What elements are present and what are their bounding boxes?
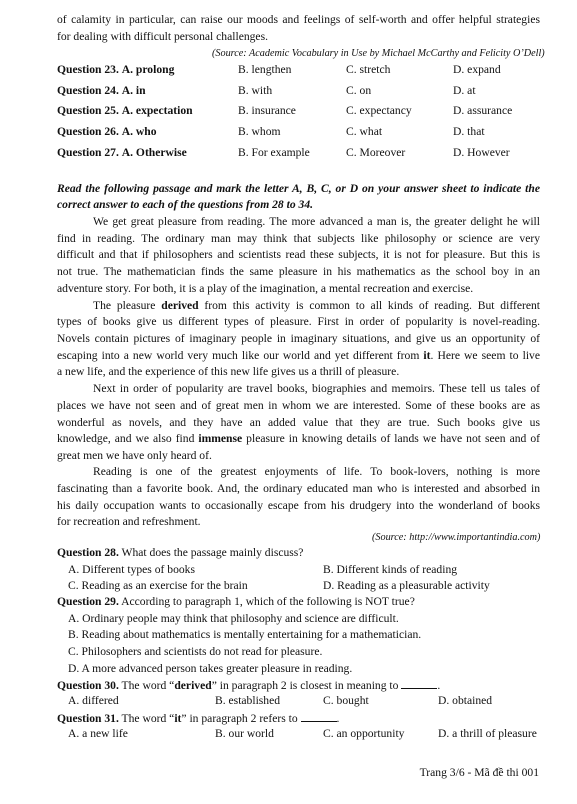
option-b: B. lengthen [238, 63, 292, 76]
p3-line-2: places we have not seen and of great men in whom we are interested. Some of these books are as [57, 399, 540, 412]
q29-option-c: C. Philosophers and scientists do not read for pleasure. [68, 645, 323, 658]
p2-line-5: a new life, and the experience of this new life gives us a thrill of pleasure. [57, 365, 400, 378]
question-31-stem: Question 31. The word “it” in paragraph 2 refers to . [57, 712, 340, 725]
q28-option-d: D. Reading as a pleasurable activity [323, 579, 490, 592]
question-row-24 [57, 84, 547, 102]
q31-option-a: A. a new life [68, 727, 128, 740]
source-citation-2: (Source: http://www.importantindia.com) [372, 532, 541, 543]
q30-option-d: D. obtained [438, 694, 493, 707]
question-label: Question 27. A. Otherwise [57, 146, 187, 159]
option-b: B. whom [238, 125, 281, 138]
page-footer: Trang 3/6 - Mã đề thi 001 [419, 766, 539, 779]
p2-line-1: The pleasure derived from this activity is common to all kinds of reading. But different [93, 299, 540, 312]
p2-line-3: Novels contain pictures of imaginary people in imaginary situations, and give us an opportunity of [57, 332, 540, 345]
p3-line-4: knowledge, and we also find immense pleasure in knowing details of lands we have not seen and of [57, 432, 540, 445]
q30-option-b: B. established [215, 694, 281, 707]
source-citation-1: (Source: Academic Vocabulary in Use by Michael McCarthy and Felicity O’Dell) [212, 48, 545, 59]
p1-line-3: difficult and that if philosophers and scientists read these subjects, it is not for pleasure. But this is [57, 248, 540, 261]
p4-line-2: fascinating than a favorite book. And, the ordinary educated man who is interested and absorbed in [57, 482, 540, 495]
option-c: C. Moreover [346, 146, 406, 159]
p1-line-2: find in reading. The ordinary man may think that subjects like philosophy or science are very [57, 232, 540, 245]
question-label: Question 23. A. prolong [57, 63, 175, 76]
p1-line-4: not true. The mathematician finds the same pleasure in his mathematics as the school boy in an [57, 265, 540, 278]
intro-line-1: of calamity in particular, can raise our moods and feelings of self-worth and offer helpful strategies [57, 13, 540, 26]
question-29-stem: Question 29. According to paragraph 1, which of the following is NOT true? [57, 595, 415, 608]
q29-option-d: D. A more advanced person takes greater pleasure in reading. [68, 662, 353, 675]
highlight-immense: immense [198, 432, 243, 445]
option-d: D. However [453, 146, 510, 159]
question-row-25 [57, 104, 547, 122]
option-b: B. insurance [238, 104, 296, 117]
question-30-stem: Question 30. The word “derived” in paragraph 2 is closest in meaning to . [57, 679, 441, 692]
answer-blank [301, 711, 337, 722]
intro-line-2: for dealing with difficult personal challenges. [57, 30, 268, 43]
p1-line-1: We get great pleasure from reading. The more advanced a man is, the greater delight he will [93, 215, 540, 228]
option-c: C. stretch [346, 63, 391, 76]
question-label: Question 26. A. who [57, 125, 157, 138]
q29-option-b: B. Reading about mathematics is mentally entertaining for a mathematician. [68, 628, 422, 641]
question-row-27 [57, 146, 547, 164]
question-row-23 [57, 63, 547, 81]
question-row-26 [57, 125, 547, 143]
highlight-it: it [423, 349, 431, 362]
question-28-stem: Question 28. What does the passage mainly discuss? [57, 546, 304, 559]
p4-line-3: his daily occupation wants to occasionally escape from his drudgery into the wonderland of books [57, 499, 540, 512]
question-label: Question 25. A. expectation [57, 104, 193, 117]
q29-option-a: A. Ordinary people may think that philosophy and science are difficult. [68, 612, 399, 625]
p1-line-5: adventure story. For both, it is a play of the imagination, a mental recreation and exercise. [57, 282, 474, 295]
q28-option-a: A. Different types of books [68, 563, 195, 576]
instruction-line-1: Read the following passage and mark the letter A, B, C, or D on your answer sheet to indicate the [57, 182, 540, 195]
q30-option-c: C. bought [323, 694, 369, 707]
p4-line-1: Reading is one of the greatest enjoyments of life. To book-lovers, nothing is more [93, 465, 540, 478]
option-b: B. with [238, 84, 273, 97]
option-d: D. assurance [453, 104, 513, 117]
q31-option-c: C. an opportunity [323, 727, 405, 740]
p3-line-3: wonderful as novels, and they have an added value that they are true. Such books give us [57, 416, 540, 429]
option-b: B. For example [238, 146, 310, 159]
p3-line-5: great men we have only heard of. [57, 449, 212, 462]
p3-line-1: Next in order of popularity are travel books, biographies and memoirs. These tell us tales of [93, 382, 540, 395]
answer-blank [401, 678, 437, 689]
q28-option-c: C. Reading as an exercise for the brain [68, 579, 248, 592]
highlight-derived: derived [161, 299, 199, 312]
option-c: C. what [346, 125, 383, 138]
question-label: Question 24. A. in [57, 84, 146, 97]
q30-option-a: A. differed [68, 694, 119, 707]
p2-line-2: types of books give us different types of pleasure. First in order of popularity is novel-reading. [57, 315, 540, 328]
q31-option-b: B. our world [215, 727, 274, 740]
p2-line-4: escaping into a new world very much like our world and yet different from it. Here we seem to live [57, 349, 540, 362]
option-c: C. on [346, 84, 372, 97]
option-d: D. expand [453, 63, 501, 76]
q31-option-d: D. a thrill of pleasure [438, 727, 537, 740]
option-d: D. that [453, 125, 485, 138]
instruction-line-2: correct answer to each of the questions from 28 to 34. [57, 198, 314, 211]
option-c: C. expectancy [346, 104, 412, 117]
p4-line-4: for recreation and refreshment. [57, 515, 201, 528]
q28-option-b: B. Different kinds of reading [323, 563, 458, 576]
option-d: D. at [453, 84, 476, 97]
